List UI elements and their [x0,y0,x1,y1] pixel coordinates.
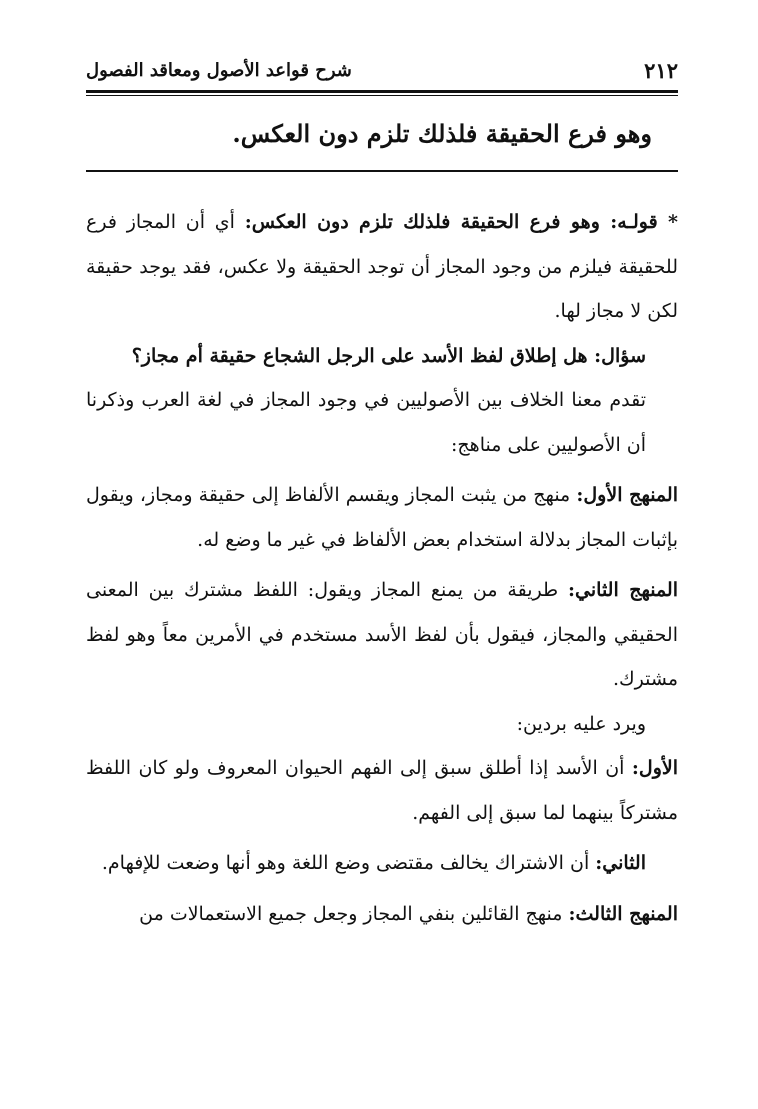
paragraph-text: ويرد عليه بردين: [516,712,646,735]
paragraph-text: طريقة من يمنع المجاز ويقول: اللفظ مشترك بين المعنى الحقيقي والمجاز، فيقول بأن لفظ الأسد مستخدم في الأمرين معاً وهو لفظ مشترك. [86,579,678,690]
paragraph-second-rebuttal [86,841,678,886]
paragraph-text: أن الأسد إذا أطلق سبق إلى الفهم الحيوان المعروف ولو كان اللفظ مشتركاً بينهما لما سبق إلى الفهم. [86,757,678,824]
paragraph-text: تقدم معنا الخلاف بين الأصوليين في وجود المجاز في لغة العرب وذكرنا أن الأصوليين على مناهج: [86,389,646,456]
commentary-body [86,200,678,936]
matn-separator [86,170,678,172]
paragraph-approach-3 [86,892,678,937]
matn-text: وهو فرع الحقيقة فلذلك تلزم دون العكس. [232,119,652,148]
page-header [86,56,678,90]
paragraph-first-rebuttal [86,746,678,835]
paragraph-lead: المنهج الأول: [576,484,678,506]
paragraph-approach-2 [86,568,678,702]
paragraph-lead: المنهج الثاني: [568,579,679,601]
header-rule-thick [86,90,678,93]
paragraph-approach-1 [86,473,678,562]
paragraph-lead: * قولـه: وهو فرع الحقيقة فلذلك تلزم دون العكس: [244,211,678,233]
paragraph-rebuttals [86,702,678,747]
paragraph-question [86,334,678,379]
paragraph-lead: سؤال: هل إطلاق لفظ الأسد على الرجل الشجاع حقيقة أم مجاز؟ [131,344,646,367]
paragraph-text: أي أن المجاز فرع للحقيقة فيلزم من وجود المجاز أن توجد الحقيقة ولا عكس، فقد يوجد حقيقة لكن لا مجاز لها. [86,211,678,322]
paragraph-lead: المنهج الثالث: [568,902,678,925]
paragraph-lead: الأول: [631,757,678,779]
paragraph-text: منهج القائلين بنفي المجاز وجعل جميع الاستعمالات من [139,902,569,925]
page-number: ٢١٢ [644,58,678,83]
paragraph-commentary [86,200,678,334]
paragraph-intro [86,378,678,467]
header-rule-thin [86,95,678,96]
running-title: شرح قواعد الأصول ومعاقد الفصول [86,60,352,81]
paragraph-lead: الثاني: [595,852,646,874]
paragraph-text: أن الاشتراك يخالف مقتضى وضع اللغة وهو أنها وضعت للإفهام. [101,852,596,874]
paragraph-text: منهج من يثبت المجاز ويقسم الألفاظ إلى حقيقة ومجاز، ويقول بإثبات المجاز بدلالة استخدام بعض الألفاظ في غير ما وضع له. [86,484,678,551]
